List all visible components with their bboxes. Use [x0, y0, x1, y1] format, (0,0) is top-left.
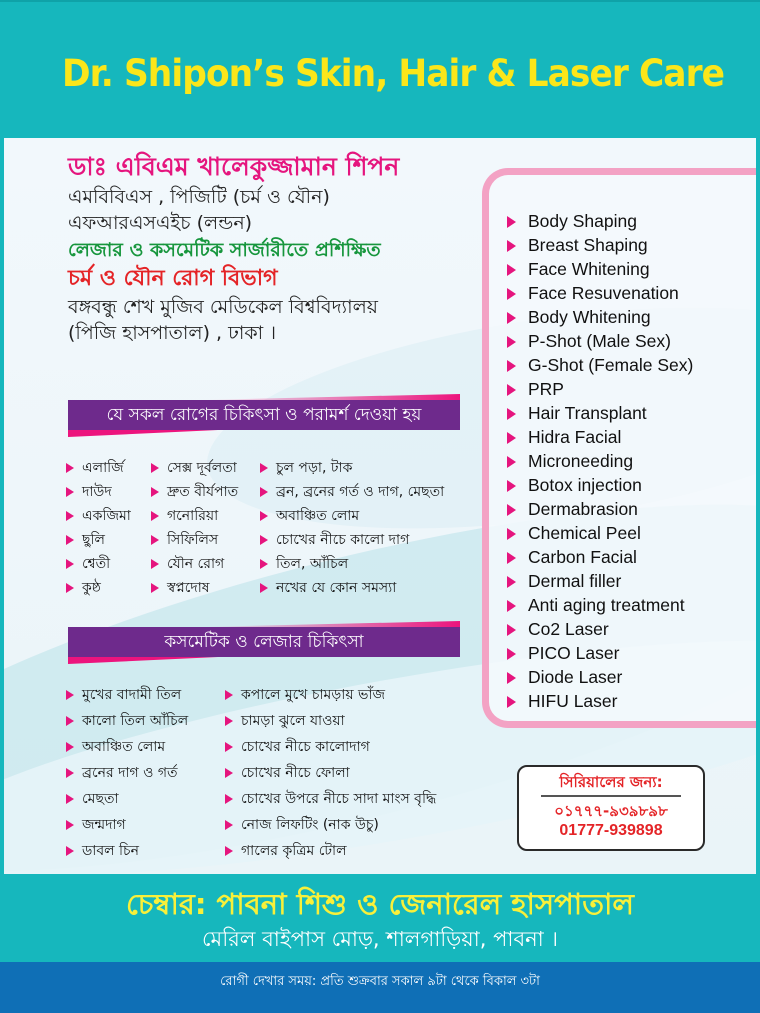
service-item: Dermabrasion	[507, 499, 638, 520]
list-item: চুল পড়া, টাক	[260, 456, 352, 480]
triangle-bullet-icon	[151, 583, 159, 593]
triangle-bullet-icon	[66, 463, 74, 473]
triangle-bullet-icon	[507, 312, 516, 324]
triangle-bullet-icon	[260, 559, 268, 569]
triangle-bullet-icon	[225, 820, 233, 830]
doctor-department: চর্ম ও যৌন রোগ বিভাগ	[68, 266, 278, 291]
list-item: ব্রনের দাগ ও গর্ত	[66, 761, 178, 785]
triangle-bullet-icon	[66, 794, 74, 804]
triangle-bullet-icon	[225, 846, 233, 856]
service-item: Body Whitening	[507, 307, 651, 328]
doctor-name: ডাঃ এবিএম খালেকুজ্জামান শিপন	[68, 152, 400, 181]
services-box	[482, 168, 760, 728]
triangle-bullet-icon	[151, 487, 159, 497]
list-item: কুষ্ঠ	[66, 576, 101, 600]
triangle-bullet-icon	[507, 432, 516, 444]
triangle-bullet-icon	[66, 559, 74, 569]
triangle-bullet-icon	[66, 690, 74, 700]
service-item: G-Shot (Female Sex)	[507, 355, 693, 376]
list-item: অবাঞ্চিত লোম	[260, 504, 359, 528]
chamber-bar	[0, 874, 760, 962]
doctor-institution: বঙ্গবন্ধু শেখ মুজিব মেডিকেল বিশ্ববিদ্যালয়	[68, 296, 378, 318]
list-item: কপালে মুখে চামড়ায় ভাঁজ	[225, 683, 385, 707]
triangle-bullet-icon	[507, 240, 516, 252]
list-item: ছুলি	[66, 528, 105, 552]
service-item: PRP	[507, 379, 564, 400]
list-item: দ্রুত বীর্যপাত	[151, 480, 238, 504]
triangle-bullet-icon	[66, 716, 74, 726]
triangle-bullet-icon	[66, 820, 74, 830]
triangle-bullet-icon	[225, 768, 233, 778]
list-item: দাউদ	[66, 480, 112, 504]
triangle-bullet-icon	[151, 463, 159, 473]
triangle-bullet-icon	[507, 480, 516, 492]
triangle-bullet-icon	[66, 768, 74, 778]
triangle-bullet-icon	[66, 583, 74, 593]
service-item: Carbon Facial	[507, 547, 637, 568]
triangle-bullet-icon	[66, 487, 74, 497]
triangle-bullet-icon	[260, 583, 268, 593]
service-item: Body Shaping	[507, 211, 637, 232]
list-item: গালের কৃত্রিম টোল	[225, 839, 347, 863]
service-item: Diode Laser	[507, 667, 622, 688]
triangle-bullet-icon	[507, 648, 516, 660]
list-item: সিফিলিস	[151, 528, 218, 552]
service-item: Face Resuvenation	[507, 283, 679, 304]
service-item: Breast Shaping	[507, 235, 648, 256]
diseases-section-banner: যে সকল রোগের চিকিৎসা ও পরামর্শ দেওয়া হয়	[68, 400, 460, 430]
list-item: কালো তিল আঁচিল	[66, 709, 188, 733]
triangle-bullet-icon	[66, 511, 74, 521]
triangle-bullet-icon	[507, 624, 516, 636]
triangle-bullet-icon	[507, 456, 516, 468]
list-item: অবাঞ্চিত লোম	[66, 735, 165, 759]
triangle-bullet-icon	[507, 216, 516, 228]
list-item: নোজ লিফটিং (নাক উচু)	[225, 813, 379, 837]
chamber-address: মেরিল বাইপাস মোড়, শালগাড়িয়া, পাবনা ।	[202, 927, 558, 951]
service-item: Dermal filler	[507, 571, 621, 592]
list-item: ব্রন, ব্রনের গর্ত ও দাগ, মেছতা	[260, 480, 444, 504]
triangle-bullet-icon	[66, 742, 74, 752]
list-item: চামড়া ঝুলে যাওয়া	[225, 709, 345, 733]
service-item: Chemical Peel	[507, 523, 641, 544]
triangle-bullet-icon	[260, 511, 268, 521]
service-item: Hidra Facial	[507, 427, 621, 448]
service-item: Anti aging treatment	[507, 595, 685, 616]
service-item: Hair Transplant	[507, 403, 647, 424]
list-item: ডাবল চিন	[66, 839, 139, 863]
cosmetic-section-banner: কসমেটিক ও লেজার চিকিৎসা	[68, 627, 460, 657]
triangle-bullet-icon	[260, 535, 268, 545]
triangle-bullet-icon	[507, 384, 516, 396]
triangle-bullet-icon	[507, 552, 516, 564]
triangle-bullet-icon	[260, 487, 268, 497]
phone-number-bangla: ০১৭৭৭-৯৩৯৮৯৮	[554, 802, 668, 820]
doctor-institution: (পিজি হাসপাতাল) , ঢাকা ।	[68, 322, 277, 344]
list-item: চোখের উপরে নীচে সাদা মাংস বৃদ্ধি	[225, 787, 436, 811]
triangle-bullet-icon	[151, 535, 159, 545]
triangle-bullet-icon	[507, 576, 516, 588]
triangle-bullet-icon	[225, 794, 233, 804]
list-item: সেক্স দূর্বলতা	[151, 456, 237, 480]
service-item: Co2 Laser	[507, 619, 609, 640]
service-item: Face Whitening	[507, 259, 650, 280]
contact-label: সিরিয়ালের জন্য:	[559, 773, 663, 791]
triangle-bullet-icon	[260, 463, 268, 473]
triangle-bullet-icon	[507, 696, 516, 708]
main-panel	[0, 138, 760, 874]
triangle-bullet-icon	[507, 408, 516, 420]
triangle-bullet-icon	[507, 672, 516, 684]
list-item: একজিমা	[66, 504, 131, 528]
list-item: নখের যে কোন সমস্যা	[260, 576, 396, 600]
chamber-title: চেম্বার: পাবনা শিশু ও জেনারেল হাসপাতাল	[126, 887, 634, 921]
triangle-bullet-icon	[225, 690, 233, 700]
list-item: চোখের নীচে কালো দাগ	[260, 528, 409, 552]
service-item: PICO Laser	[507, 643, 619, 664]
triangle-bullet-icon	[507, 528, 516, 540]
list-item: এলার্জি	[66, 456, 124, 480]
triangle-bullet-icon	[151, 511, 159, 521]
list-item: তিল, আঁচিল	[260, 552, 348, 576]
triangle-bullet-icon	[507, 336, 516, 348]
triangle-bullet-icon	[507, 264, 516, 276]
triangle-bullet-icon	[66, 535, 74, 545]
header-bar	[0, 0, 760, 138]
triangle-bullet-icon	[507, 288, 516, 300]
list-item: মেছতা	[66, 787, 119, 811]
service-item: Microneeding	[507, 451, 633, 472]
triangle-bullet-icon	[225, 742, 233, 752]
divider	[541, 795, 681, 797]
service-item: P-Shot (Male Sex)	[507, 331, 671, 352]
doctor-info	[68, 150, 488, 346]
service-item: HIFU Laser	[507, 691, 617, 712]
list-item: চোখের নীচে ফোলা	[225, 761, 350, 785]
service-item: Botox injection	[507, 475, 642, 496]
doctor-degree: এমবিবিএস , পিজিটি (চর্ম ও যৌন)	[68, 186, 330, 208]
list-item: স্বপ্নদোষ	[151, 576, 210, 600]
doctor-degree: এফআরএসএইচ (লন্ডন)	[68, 212, 253, 234]
contact-box	[517, 765, 705, 851]
triangle-bullet-icon	[507, 360, 516, 372]
triangle-bullet-icon	[507, 600, 516, 612]
triangle-bullet-icon	[225, 716, 233, 726]
doctor-training: লেজার ও কসমেটিক সার্জারীতে প্রশিক্ষিত	[68, 239, 381, 261]
triangle-bullet-icon	[151, 559, 159, 569]
triangle-bullet-icon	[507, 504, 516, 516]
phone-number: 01777-939898	[559, 822, 663, 839]
clinic-title: Dr. Shipon’s Skin, Hair & Laser Care	[62, 52, 725, 95]
list-item: জন্মদাগ	[66, 813, 126, 837]
list-item: যৌন রোগ	[151, 552, 224, 576]
list-item: শ্বেতী	[66, 552, 110, 576]
list-item: চোখের নীচে কালোদাগ	[225, 735, 370, 759]
triangle-bullet-icon	[66, 846, 74, 856]
list-item: মুখের বাদামী তিল	[66, 683, 181, 707]
footer-hours: রোগী দেখার সময়: প্রতি শুক্রবার সকাল ৯টা থেকে বিকাল ৩টা	[0, 962, 760, 1013]
list-item: গনোরিয়া	[151, 504, 218, 528]
